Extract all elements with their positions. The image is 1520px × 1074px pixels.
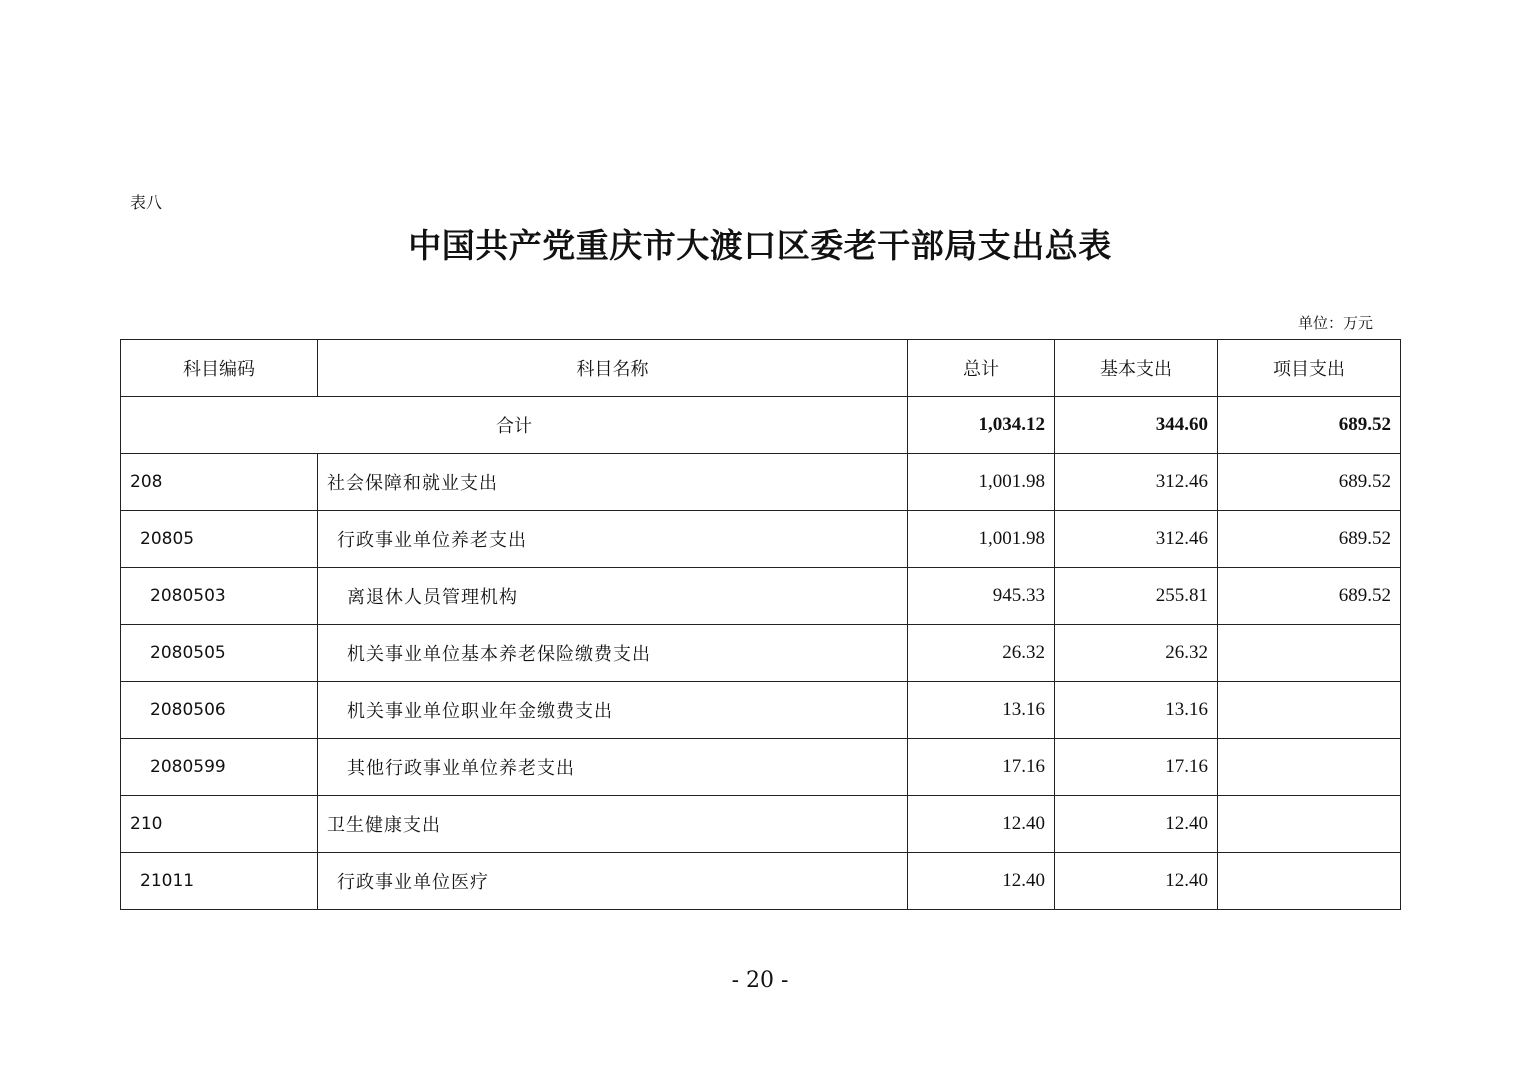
table-row bbox=[121, 739, 1401, 796]
expenditure-table bbox=[120, 339, 1401, 910]
cell-basic: 26.32 bbox=[1055, 625, 1218, 682]
table-row bbox=[121, 454, 1401, 511]
cell-name: 社会保障和就业支出 bbox=[318, 454, 908, 511]
header-project: 项目支出 bbox=[1218, 340, 1401, 397]
cell-code: 2080503 bbox=[121, 568, 318, 625]
cell-project bbox=[1218, 796, 1401, 853]
cell-basic: 255.81 bbox=[1055, 568, 1218, 625]
table-header-row bbox=[121, 340, 1401, 397]
table-row bbox=[121, 568, 1401, 625]
cell-name: 卫生健康支出 bbox=[318, 796, 908, 853]
cell-total: 12.40 bbox=[908, 796, 1055, 853]
cell-name: 机关事业单位基本养老保险缴费支出 bbox=[318, 625, 908, 682]
table-label: 表八 bbox=[130, 193, 163, 212]
table-row bbox=[121, 853, 1401, 910]
total-basic: 344.60 bbox=[1055, 397, 1218, 454]
cell-total: 17.16 bbox=[908, 739, 1055, 796]
cell-basic: 312.46 bbox=[1055, 511, 1218, 568]
page-title: 中国共产党重庆市大渡口区委老干部局支出总表 bbox=[408, 226, 1112, 265]
cell-basic: 12.40 bbox=[1055, 853, 1218, 910]
cell-total: 13.16 bbox=[908, 682, 1055, 739]
cell-name: 行政事业单位医疗 bbox=[318, 853, 908, 910]
cell-total: 1,001.98 bbox=[908, 511, 1055, 568]
header-total: 总计 bbox=[908, 340, 1055, 397]
cell-project bbox=[1218, 739, 1401, 796]
cell-code: 20805 bbox=[121, 511, 318, 568]
cell-project: 689.52 bbox=[1218, 454, 1401, 511]
cell-project bbox=[1218, 853, 1401, 910]
table-row bbox=[121, 511, 1401, 568]
cell-code: 210 bbox=[121, 796, 318, 853]
cell-total: 945.33 bbox=[908, 568, 1055, 625]
total-row bbox=[121, 397, 1401, 454]
header-name: 科目名称 bbox=[318, 340, 908, 397]
table-row bbox=[121, 682, 1401, 739]
table-row bbox=[121, 796, 1401, 853]
cell-basic: 17.16 bbox=[1055, 739, 1218, 796]
cell-basic: 13.16 bbox=[1055, 682, 1218, 739]
cell-name: 离退休人员管理机构 bbox=[318, 568, 908, 625]
cell-code: 2080505 bbox=[121, 625, 318, 682]
cell-basic: 312.46 bbox=[1055, 454, 1218, 511]
cell-name: 机关事业单位职业年金缴费支出 bbox=[318, 682, 908, 739]
header-code: 科目编码 bbox=[121, 340, 318, 397]
cell-code: 2080599 bbox=[121, 739, 318, 796]
total-label: 合计 bbox=[121, 397, 908, 454]
cell-total: 12.40 bbox=[908, 853, 1055, 910]
total-total: 1,034.12 bbox=[908, 397, 1055, 454]
cell-code: 21011 bbox=[121, 853, 318, 910]
cell-code: 2080506 bbox=[121, 682, 318, 739]
cell-project: 689.52 bbox=[1218, 511, 1401, 568]
total-project: 689.52 bbox=[1218, 397, 1401, 454]
cell-code: 208 bbox=[121, 454, 318, 511]
cell-project: 689.52 bbox=[1218, 568, 1401, 625]
cell-total: 26.32 bbox=[908, 625, 1055, 682]
cell-name: 行政事业单位养老支出 bbox=[318, 511, 908, 568]
cell-name: 其他行政事业单位养老支出 bbox=[318, 739, 908, 796]
page-number: - 20 - bbox=[731, 968, 789, 993]
cell-total: 1,001.98 bbox=[908, 454, 1055, 511]
header-basic: 基本支出 bbox=[1055, 340, 1218, 397]
unit-label: 单位：万元 bbox=[1298, 314, 1374, 332]
table-row bbox=[121, 625, 1401, 682]
cell-project bbox=[1218, 682, 1401, 739]
cell-project bbox=[1218, 625, 1401, 682]
cell-basic: 12.40 bbox=[1055, 796, 1218, 853]
